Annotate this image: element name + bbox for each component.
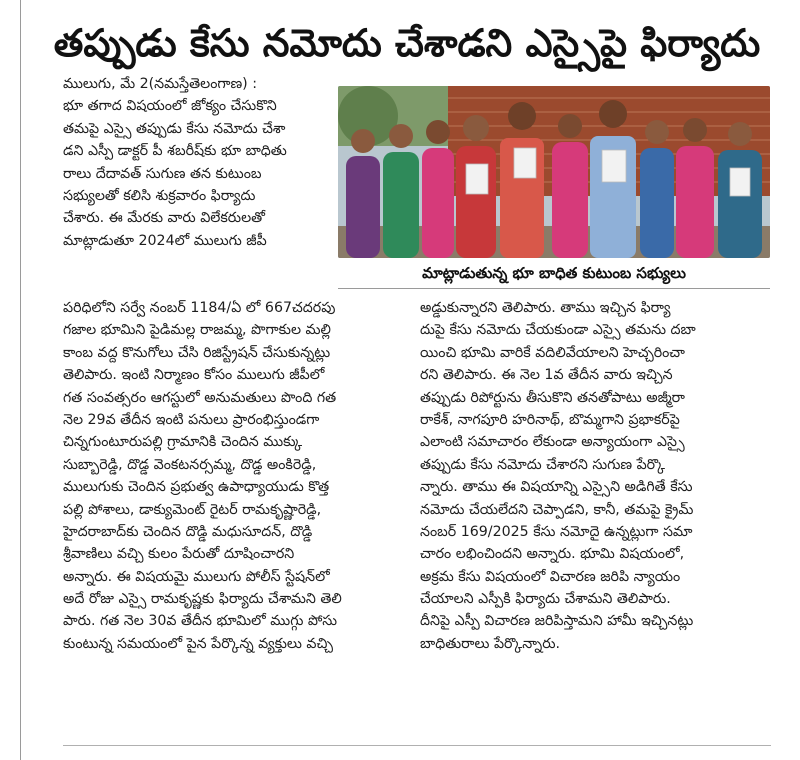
article-text-line: హైదరాబాద్‌కు చెందిన దొడ్డి మధుసూదన్, దొడ్డి <box>63 523 313 540</box>
article-text-line: తప్పుడు రిపోర్టును తీసుకొని తనతోపాటు అజ్మీరా <box>420 389 685 406</box>
bottom-divider-rule <box>63 745 771 746</box>
article-text-line: తప్పుడు కేసు నమోదు చేశారని సుగుణ పేర్కొ <box>420 456 665 473</box>
article-body-right <box>420 297 772 655</box>
article-text-line: చేయాలని ఎస్పీకి ఫిర్యాదు చేశామని తెలిపారు. <box>420 591 671 608</box>
article-text-line: ఎలాంటి సమాచారం లేకుండా అన్యాయంగా ఎస్సై <box>420 434 685 451</box>
article-text-line: చేశారు. ఈ మేరకు వారు విలేకరులతో <box>63 210 265 227</box>
article-text-line: దుపై కేసు నమోదు చేయకుండా ఎస్సై తమను దబా <box>420 322 696 339</box>
article-text-line: అదే రోజు ఎస్సై రామకృష్ణకు ఫిర్యాదు చేశామని తెలి <box>63 591 342 608</box>
article-text-line: కాంబ వద్ద కొనుగోలు చేసి రిజిస్ట్రేషన్ చేసుకున్నట్లు <box>63 344 331 361</box>
article-text-line: తెలిపారు. ఇంటి నిర్మాణం కోసం ములుగు జీపీలో <box>63 367 325 384</box>
news-photo <box>338 86 770 258</box>
article-text-line: భూ తగాద విషయంలో జోక్యం చేసుకొని <box>63 98 277 115</box>
article-text-line: చిన్నగుంటూరుపల్లి గ్రామానికి చెందిన ముక్కు <box>63 434 303 451</box>
article-text-line: ములుగుకు చెందిన ప్రభుత్వ ఉపాధ్యాయుడు కొత్త <box>63 479 330 496</box>
article-text-line: అన్నారు. ఈ విషయమై ములుగు పోలీస్ స్టేషన్‌లో <box>63 568 330 585</box>
article-text-line: సుబ్బారెడ్డి, దొడ్డ వెంకటనర్సమ్మ, దొడ్డ అంకిరెడ్డి, <box>63 456 317 473</box>
article-text-line: చారం లభించిందని అన్నారు. భూమి విషయంలో, <box>420 546 685 563</box>
article-text-line: నెల 29వ తేదీన ఇంటి పనులు ప్రారంభిస్తుండగా <box>63 411 320 428</box>
column-divider-rule <box>20 0 21 760</box>
article-text-line: నమోదు చేయలేదని చెప్పాడని, కానీ, తమపై క్రైమ్ <box>420 501 694 518</box>
photo-caption: మాట్లాడుతున్న భూ బాధిత కుటుంబ సభ్యులు <box>422 264 686 282</box>
article-text-line: శ్రీవాణిలు వచ్చి కులం పేరుతో దూషించారని <box>63 546 295 563</box>
article-text-line: రని తెలిపారు. ఈ నెల 1వ తేదీన వారు ఇచ్చిన <box>420 367 673 384</box>
article-text-line: తమపై ఎస్సై తప్పుడు కేసు నమోదు చేశా <box>63 120 286 137</box>
article-text-line: ములుగు, మే 2(నమస్తేతెలంగాణ) : <box>63 76 257 92</box>
article-headline: తప్పుడు కేసు నమోదు చేశాడని ఎస్సైపై ఫిర్యాదు <box>53 21 761 65</box>
article-body-left-bottom <box>63 297 405 655</box>
article-text-line: రాకేశ్, నాగపూరి హరినాథ్, బొమ్మగాని ప్రభాకర్‌పై <box>420 411 680 428</box>
article-text-line: మాట్లాడుతూ 2024లో ములుగు జీపీ <box>63 232 267 249</box>
article-text-line: గత సంవత్సరం ఆగస్టులో అనుమతులు పొంది గత <box>63 389 337 406</box>
article-text-line: అడ్డుకున్నారని తెలిపారు. తాము ఇచ్చిన ఫిర్యా <box>420 300 671 316</box>
article-text-line: కుంటున్న సమయంలో పైన పేర్కొన్న వ్యక్తులు వచ్చి <box>63 635 334 652</box>
article-text-line: డని ఎస్పీ డాక్టర్ పీ శబరీష్‌కు భూ బాధితు <box>63 143 287 160</box>
article-body-left-top <box>63 73 335 252</box>
article-text-line: యించి భూమి వారికే వదిలివేయాలని హెచ్చరించా <box>420 344 685 361</box>
article-text-line: పల్లి పోశాలు, డాక్యుమెంట్ రైటర్ రామకృష్ణారెడ్డి, <box>63 501 322 518</box>
article-text-line: రాలు దేదావత్ సుగుణ తన కుటుంబ <box>63 165 262 182</box>
article-text-line: బాధితురాలు పేర్కొన్నారు. <box>420 635 561 652</box>
article-text-line: పారు. గత నెల 30వ తేదీన భూమిలో ముగ్గు పోసు <box>63 613 338 630</box>
article-text-line: గజాల భూమిని పైడిమల్ల రాజమ్మ, పొగాకుల మల్లి <box>63 322 331 339</box>
article-text-line: దీనిపై ఎస్పీ విచారణ జరిపిస్తామని హామీ ఇచ్చినట్లు <box>420 613 694 630</box>
article-text-line: న్నారు. తాము ఈ విషయాన్ని ఎస్సైని అడిగితే కేసు <box>420 479 693 496</box>
article-text-line: నంబర్ 169/2025 కేసు నమోదై ఉన్నట్లుగా సమా <box>420 523 693 540</box>
caption-divider-rule <box>338 288 770 289</box>
article-text-line: పరిధిలోని సర్వే నంబర్ 1184/ఏ లో 667చదరపు <box>63 300 336 316</box>
article-text-line: సభ్యులతో కలిసి శుక్రవారం ఫిర్యాదు <box>63 187 256 204</box>
article-text-line: అక్రమ కేసు విషయంలో విచారణ జరిపి న్యాయం <box>420 568 681 585</box>
